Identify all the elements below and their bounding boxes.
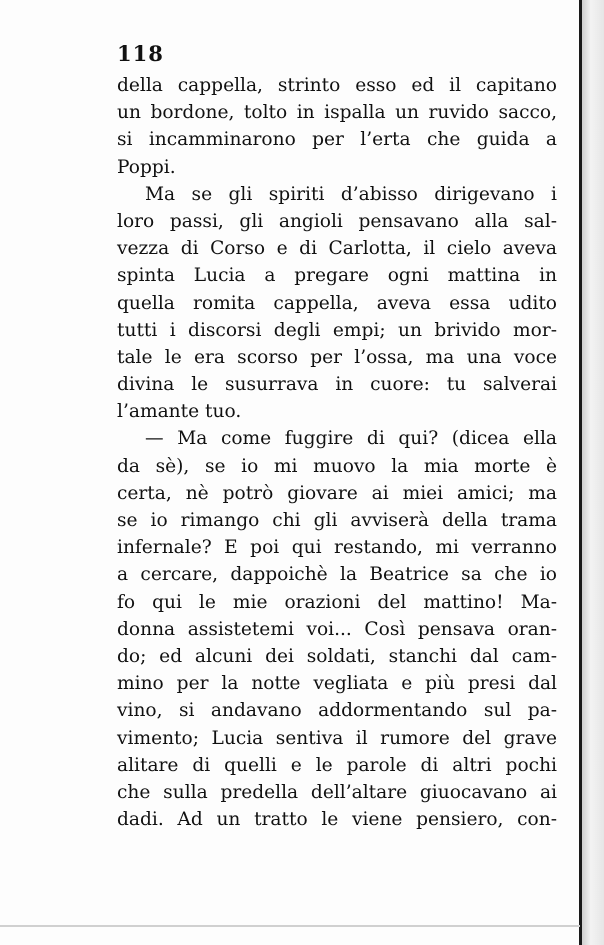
text-line: donna assistetemi voi... Così pensava oran-	[117, 618, 557, 640]
text-line: loro passi, gli angioli pensavano alla sal-	[117, 210, 557, 232]
text-line: l’amante tuo.	[117, 401, 242, 423]
text-line: do; ed alcuni dei soldati, stanchi dal cam-	[117, 645, 557, 667]
text-line: si incamminarono per l’erta che guida a	[117, 129, 557, 151]
text-line: spinta Lucia a pregare ogni mattina in	[117, 265, 557, 287]
text-line: Poppi.	[117, 156, 176, 178]
page-edge-shadow	[582, 0, 604, 945]
text-line: tale le era scorso per l’ossa, ma una voce	[117, 346, 557, 368]
text-line: Ma se gli spiriti d’abisso dirigevano i	[145, 183, 557, 205]
text-line: vino, si andavano addormentando sul pa-	[117, 700, 557, 722]
body-text	[117, 72, 557, 833]
text-line: che sulla predella dell’altare giuocavano ai	[117, 781, 557, 803]
text-line: fo qui le mie orazioni del mattino! Ma-	[117, 591, 557, 613]
text-line: dadi. Ad un tratto le viene pensiero, con-	[117, 809, 557, 831]
text-line: certa, nè potrò giovare ai miei amici; ma	[117, 482, 557, 504]
text-line: alitare di quelli e le parole di altri pochi	[117, 754, 557, 776]
text-line: a cercare, dappoichè la Beatrice sa che io	[117, 564, 557, 586]
text-line: — Ma come fuggire di qui? (dicea ella	[145, 428, 557, 450]
text-line: vezza di Corso e di Carlotta, il cielo aveva	[117, 238, 557, 260]
text-line: da sè), se io mi muovo la mia morte è	[117, 455, 557, 477]
text-line: se io rimango chi gli avviserà della trama	[117, 510, 557, 531]
text-line: quella romita cappella, aveva essa udito	[117, 292, 557, 314]
page-bottom-edge	[0, 925, 580, 927]
text-line: vimento; Lucia sentiva il rumore del grave	[117, 727, 557, 749]
text-line: infernale? E poi qui restando, mi verranno	[117, 537, 557, 559]
text-line: mino per la notte vegliata e più presi dal	[117, 673, 557, 695]
text-line: tutti i discorsi degli empi; un brivido mor-	[117, 319, 557, 341]
text-line: un bordone, tolto in ispalla un ruvido sacco,	[117, 102, 557, 124]
page-edge-line	[579, 0, 582, 945]
page-number: 118	[117, 41, 164, 66]
text-line: della cappella, strinto esso ed il capitano	[117, 75, 557, 96]
text-line: divina le susurrava in cuore: tu salverai	[117, 374, 557, 396]
